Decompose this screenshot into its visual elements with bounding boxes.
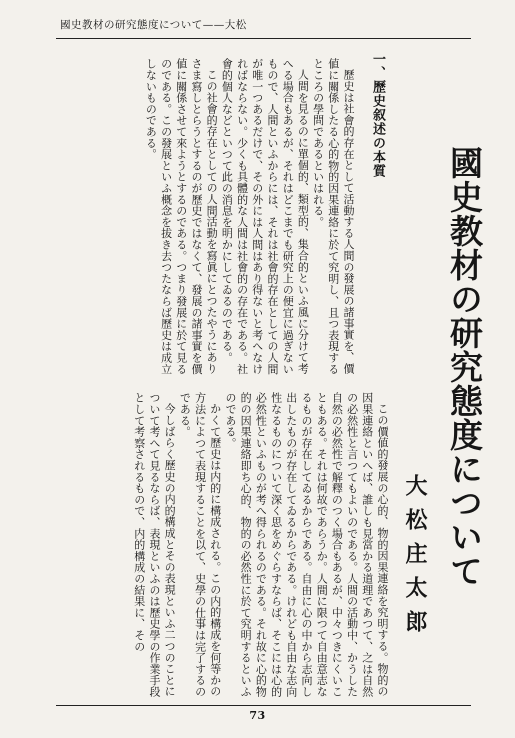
article-title: 國史教材の研究態度について xyxy=(445,146,484,588)
header-rule xyxy=(56,38,471,39)
paragraph: かくて歷史は内的に構成される。この内的構成を何等かの方法によつて表現することを以て、史學の仕事は完了するのである。 xyxy=(178,392,222,698)
paragraph: 歷史は社會的存在として活動する人間の發展の諸事實を、價値に關係したる心的物的因果連絡に於て究明し、且つ表現するところの學問であるといはれる。 xyxy=(311,58,355,375)
page-number: 73 xyxy=(249,709,266,722)
paragraph: この社會的存在としての人間活動を寫眞にとつたやうにありさま寫しとらうとするのが歷史ではなくて、發展の諸事實を價値に關係させて來ようとするのである。つまり發展に於て見るのである。この發展といふ概念を拔き去つたならば歷史は成立しないものである。 xyxy=(144,58,219,375)
paragraph: 今しばらく歷史の内的構成とその表現といふ二つのことについて考へて見るならば、表現といふのは歷史學の作業手段として考察されるもので、内的構成の結果に、その xyxy=(132,392,177,698)
section-heading: 一、歷史叙述の本質 xyxy=(370,52,385,178)
upper-text-block xyxy=(64,58,356,380)
lower-text-block xyxy=(100,392,390,700)
paragraph: この價値的發展の心的、物的因果連絡を究明する。物的の因果連絡といへば、誰しも見當かる道理であつて、之は自然の必然性と言つてもよいのである。人間の活動中、かうした自然の必然性で解釋のつく場合もあるが、中々つきにくいこともある。それは何故であらうか。人間に限つて自由意志なるものが存在してゐるからである。自由に心の中から志向し出したものが存在してゐるからである。けれども自由な志向性なるものについて深く思をめぐらすならば、そこには心的必然性といふものが考へ得られるのである。それ故に心的物的の因果連絡即ち心的、物的の必然性に於て究明するといふのである。 xyxy=(223,392,389,698)
footer-rule xyxy=(56,705,471,706)
paragraph: 人間を見るのに單個的、類型的、集合的といふ風に分けて考へる場合もあるが、それはどこまでも研究上の便宜に過ぎないもので、人間といふからには、それは社會的存在としての人間が唯一つあるだけで、その外には人間はあり得ないと考へなければならない。少くも具體的な人間は社會的の存在である。社會的個人などといつて此の消息を明かにしてゐるのである。 xyxy=(220,58,310,375)
running-head: 國史教材の研究態度について——大松 xyxy=(60,19,247,31)
author-name: 大松庄太郎 xyxy=(402,474,428,644)
